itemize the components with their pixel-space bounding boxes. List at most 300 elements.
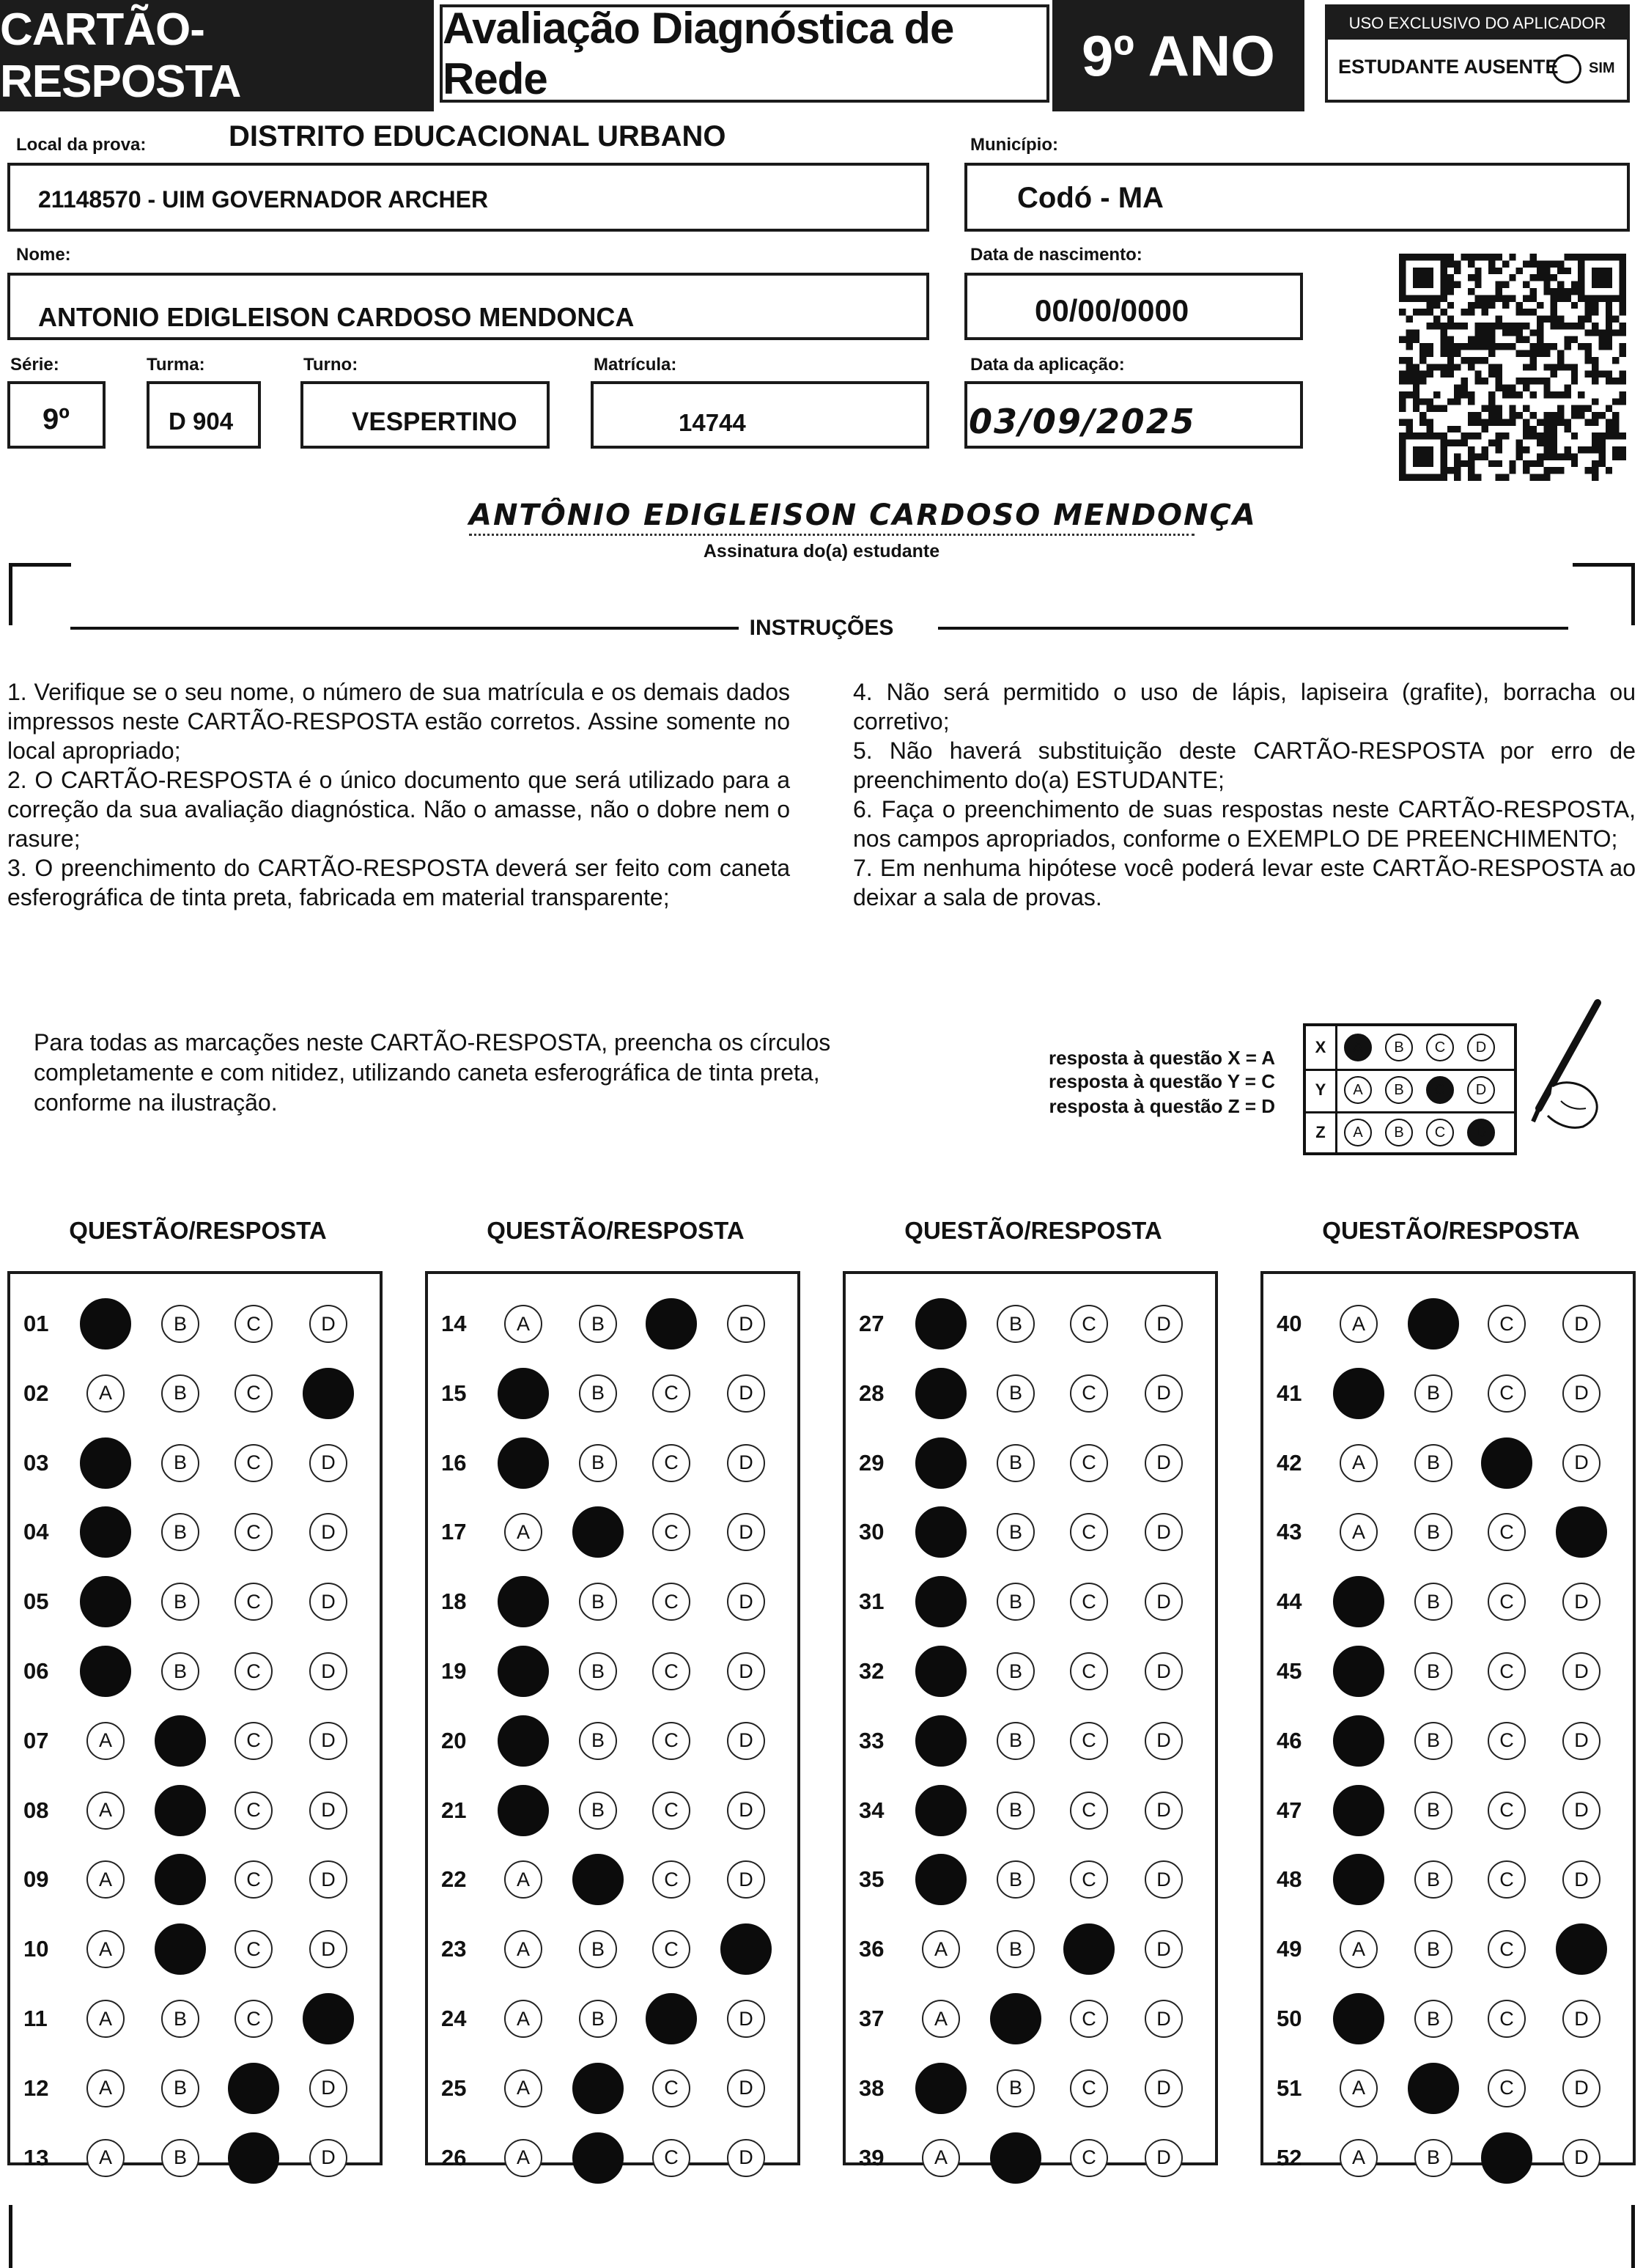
- answer-bubble-c[interactable]: C: [235, 1722, 273, 1760]
- qr-module: [1523, 467, 1529, 474]
- qr-module: [1557, 391, 1564, 398]
- answer-bubble-b[interactable]: B: [161, 1513, 199, 1551]
- qr-module: [1537, 419, 1543, 425]
- answer-bubble-c[interactable]: C: [235, 1792, 273, 1830]
- answer-bubble-a[interactable]: A: [922, 2000, 960, 2038]
- answer-bubble-b[interactable]: B: [161, 2000, 199, 2038]
- qr-module: [1578, 288, 1584, 295]
- answer-bubble-b[interactable]: B: [161, 2139, 199, 2177]
- municipality-field: [964, 163, 1630, 232]
- applicator-title: USO EXCLUSIVO DO APLICADOR: [1328, 7, 1627, 40]
- answer-bubble-c[interactable]: C: [235, 1305, 273, 1343]
- answer-bubble-a[interactable]: [1333, 1715, 1384, 1767]
- answer-bubble-d[interactable]: D: [1562, 1652, 1600, 1690]
- example-row: [1306, 1069, 1514, 1113]
- qr-module: [1482, 343, 1488, 350]
- answer-row: [846, 1568, 1221, 1637]
- answer-bubble-d[interactable]: D: [727, 1444, 765, 1482]
- answer-bubble-b[interactable]: B: [997, 1792, 1035, 1830]
- answer-bubble-a[interactable]: [1333, 1576, 1384, 1627]
- answer-bubble-d[interactable]: D: [1562, 2000, 1600, 2038]
- qr-module: [1543, 364, 1550, 370]
- absent-checkbox[interactable]: [1552, 54, 1581, 84]
- answer-bubble-c[interactable]: C: [1070, 2069, 1108, 2107]
- answer-bubble-c[interactable]: C: [1488, 1652, 1526, 1690]
- answer-bubble-d[interactable]: D: [1562, 1444, 1600, 1482]
- qr-module: [1502, 295, 1509, 301]
- answer-bubble-b[interactable]: B: [579, 1652, 617, 1690]
- answer-bubble-a[interactable]: A: [922, 1930, 960, 1968]
- answer-bubble-b[interactable]: B: [579, 1583, 617, 1621]
- answer-bubble-b[interactable]: B: [997, 1305, 1035, 1343]
- answer-bubble-d[interactable]: [303, 1993, 354, 2044]
- answer-bubble-b[interactable]: B: [161, 1444, 199, 1482]
- answer-row: [10, 2055, 385, 2124]
- qr-module: [1468, 357, 1474, 364]
- answer-bubble-d[interactable]: D: [309, 1930, 347, 1968]
- answer-bubble-d[interactable]: D: [1145, 1583, 1183, 1621]
- answer-bubble-b[interactable]: B: [1414, 1860, 1452, 1899]
- answer-bubble-b[interactable]: B: [579, 1444, 617, 1482]
- qr-module: [1592, 281, 1598, 288]
- answer-bubble-b[interactable]: B: [161, 2069, 199, 2107]
- answer-bubble-b[interactable]: B: [1414, 2139, 1452, 2177]
- answer-bubble-c[interactable]: C: [1070, 2000, 1108, 2038]
- answer-bubble-b[interactable]: B: [1414, 1513, 1452, 1551]
- answer-row: [428, 1429, 803, 1498]
- answer-bubble-a[interactable]: A: [86, 1374, 125, 1413]
- answer-bubble-c[interactable]: [1063, 1923, 1115, 1975]
- birth-value: 00/00/0000: [1035, 293, 1189, 328]
- answer-bubble-c[interactable]: C: [235, 2000, 273, 2038]
- answer-bubble-d[interactable]: [1556, 1923, 1607, 1975]
- qr-module: [1516, 268, 1523, 274]
- qr-module: [1585, 357, 1592, 364]
- answer-bubble-d[interactable]: D: [1145, 1860, 1183, 1899]
- qr-module: [1571, 432, 1578, 439]
- answer-bubble-c[interactable]: C: [652, 1583, 690, 1621]
- answer-bubble-a[interactable]: [1333, 1785, 1384, 1836]
- answer-bubble-b[interactable]: B: [1414, 1374, 1452, 1413]
- answer-row: [10, 1985, 385, 2054]
- qr-module: [1516, 302, 1523, 309]
- qr-module: [1399, 254, 1406, 260]
- qr-module: [1585, 371, 1592, 378]
- answer-bubble-c[interactable]: C: [235, 1583, 273, 1621]
- qr-module: [1461, 378, 1468, 384]
- qr-module: [1419, 357, 1426, 364]
- answer-bubble-b[interactable]: B: [997, 1374, 1035, 1413]
- answer-bubble-a[interactable]: [498, 1576, 549, 1627]
- answer-bubble-b[interactable]: B: [579, 1305, 617, 1343]
- answer-bubble-c[interactable]: [1481, 2132, 1532, 2184]
- answer-bubble-d[interactable]: D: [1562, 1374, 1600, 1413]
- answer-bubble-c[interactable]: C: [235, 1374, 273, 1413]
- qr-module: [1509, 343, 1515, 350]
- qr-module: [1474, 453, 1481, 460]
- answer-bubble-d[interactable]: D: [1145, 2139, 1183, 2177]
- answer-bubble-d[interactable]: D: [309, 2139, 347, 2177]
- answer-bubble-c[interactable]: C: [1488, 2069, 1526, 2107]
- answer-bubble-a[interactable]: [915, 1437, 967, 1489]
- answer-bubble-a[interactable]: A: [504, 1930, 542, 1968]
- qr-module: [1496, 323, 1502, 329]
- answer-bubble-a[interactable]: [498, 1368, 549, 1419]
- answer-bubble-a[interactable]: [80, 1576, 131, 1627]
- answer-bubble-a[interactable]: A: [922, 2139, 960, 2177]
- answer-row: [10, 1568, 385, 1637]
- answer-bubble-c[interactable]: C: [652, 1722, 690, 1760]
- answer-bubble-b[interactable]: [990, 1993, 1041, 2044]
- qr-module: [1413, 295, 1419, 301]
- question-number: 24: [441, 2006, 467, 2031]
- answer-bubble-c[interactable]: C: [235, 1652, 273, 1690]
- qr-module: [1440, 268, 1447, 274]
- answer-bubble-a[interactable]: [915, 1298, 967, 1350]
- qr-module: [1496, 460, 1502, 467]
- answer-bubble-d[interactable]: D: [309, 1722, 347, 1760]
- qr-module: [1447, 426, 1454, 432]
- qr-module: [1620, 350, 1626, 357]
- question-number: 39: [859, 2144, 885, 2171]
- answer-bubble-c[interactable]: [228, 2132, 279, 2184]
- qr-module: [1413, 405, 1419, 412]
- answer-bubble-d[interactable]: D: [727, 1860, 765, 1899]
- answer-bubble-c[interactable]: C: [1488, 1374, 1526, 1413]
- qr-module: [1529, 350, 1536, 357]
- qr-module: [1551, 453, 1557, 460]
- answer-bubble-c[interactable]: C: [1488, 1305, 1526, 1343]
- answer-bubble-c[interactable]: C: [1070, 1444, 1108, 1482]
- qr-module: [1537, 453, 1543, 460]
- answer-bubble-b[interactable]: [572, 2063, 624, 2114]
- qr-module: [1488, 343, 1495, 350]
- qr-module: [1523, 446, 1529, 453]
- answer-bubble-c[interactable]: C: [235, 1860, 273, 1899]
- qr-module: [1537, 432, 1543, 439]
- answer-bubble-b[interactable]: [990, 2132, 1041, 2184]
- answer-bubble-b[interactable]: B: [1414, 1583, 1452, 1621]
- qr-module: [1537, 378, 1543, 384]
- answer-bubble-d[interactable]: D: [727, 2069, 765, 2107]
- answer-bubble-d[interactable]: D: [727, 1513, 765, 1551]
- answer-bubble-c[interactable]: C: [652, 1860, 690, 1899]
- answer-bubble-a[interactable]: A: [86, 1930, 125, 1968]
- answer-bubble-c[interactable]: C: [235, 1513, 273, 1551]
- qr-module: [1585, 343, 1592, 350]
- answer-bubble-b[interactable]: B: [1414, 1444, 1452, 1482]
- answer-bubble-b[interactable]: [1408, 2063, 1459, 2114]
- answer-bubble-c[interactable]: C: [1488, 2000, 1526, 2038]
- answer-bubble-c[interactable]: [646, 1993, 697, 2044]
- answer-bubble-d[interactable]: D: [1145, 1930, 1183, 1968]
- qr-module: [1564, 453, 1570, 460]
- answer-bubble-c[interactable]: C: [1488, 1930, 1526, 1968]
- qr-module: [1564, 426, 1570, 432]
- answer-bubble-d[interactable]: D: [1145, 1513, 1183, 1551]
- answer-bubble-c[interactable]: [646, 1298, 697, 1350]
- answer-bubble-b[interactable]: B: [997, 1930, 1035, 1968]
- instructions-left: [7, 677, 790, 912]
- answer-bubble-c[interactable]: C: [1070, 1305, 1108, 1343]
- answer-bubble-b[interactable]: B: [1414, 1930, 1452, 1968]
- answer-bubble-a[interactable]: A: [1340, 1930, 1378, 1968]
- answer-bubble-a[interactable]: [498, 1785, 549, 1836]
- answer-bubble-a[interactable]: [1333, 1854, 1384, 1905]
- answer-bubble-d[interactable]: D: [309, 2069, 347, 2107]
- answer-bubble-d[interactable]: D: [309, 1792, 347, 1830]
- answer-bubble-d[interactable]: D: [1145, 1722, 1183, 1760]
- qr-module: [1447, 440, 1454, 446]
- answer-row: [428, 1707, 803, 1776]
- answer-bubble-b[interactable]: B: [1414, 1792, 1452, 1830]
- qr-module: [1509, 405, 1515, 412]
- answer-bubble-c[interactable]: C: [1070, 1860, 1108, 1899]
- answer-bubble-d[interactable]: D: [309, 1860, 347, 1899]
- answer-bubble-b[interactable]: B: [997, 2069, 1035, 2107]
- answer-bubble-b[interactable]: B: [997, 1583, 1035, 1621]
- answer-bubble-d[interactable]: D: [727, 1792, 765, 1830]
- answer-bubble-b[interactable]: [1408, 1298, 1459, 1350]
- answer-bubble-d[interactable]: D: [1145, 2069, 1183, 2107]
- answer-bubble-b[interactable]: [572, 2132, 624, 2184]
- answer-bubble-a[interactable]: A: [86, 1792, 125, 1830]
- answer-bubble-a[interactable]: A: [1340, 1513, 1378, 1551]
- answer-bubble-b[interactable]: B: [997, 1652, 1035, 1690]
- answer-bubble-a[interactable]: [80, 1646, 131, 1697]
- qr-module: [1551, 316, 1557, 323]
- answer-bubble-d[interactable]: D: [1562, 1305, 1600, 1343]
- answer-bubble-c[interactable]: C: [1070, 1792, 1108, 1830]
- answer-bubble-b[interactable]: B: [1414, 1652, 1452, 1690]
- answer-bubble-a[interactable]: [915, 1368, 967, 1419]
- answer-bubble-c[interactable]: C: [1488, 1513, 1526, 1551]
- answer-bubble-b[interactable]: [155, 1854, 206, 1905]
- answer-bubble-a[interactable]: A: [504, 1513, 542, 1551]
- qr-module: [1606, 268, 1612, 274]
- answer-bubble-d[interactable]: D: [309, 1583, 347, 1621]
- qr-module: [1606, 467, 1612, 474]
- answer-bubble-a[interactable]: [915, 1576, 967, 1627]
- answer-bubble-b[interactable]: [155, 1923, 206, 1975]
- answer-bubble-a[interactable]: [498, 1715, 549, 1767]
- qr-module: [1551, 412, 1557, 419]
- answer-bubble-d[interactable]: D: [1562, 2139, 1600, 2177]
- answer-bubble-b[interactable]: B: [579, 2000, 617, 2038]
- qr-module: [1447, 336, 1454, 343]
- qr-module: [1523, 309, 1529, 315]
- answer-bubble-a[interactable]: [915, 1715, 967, 1767]
- question-number: 40: [1277, 1311, 1302, 1336]
- answer-bubble-c[interactable]: C: [652, 1930, 690, 1968]
- answer-bubble-d[interactable]: D: [1145, 1792, 1183, 1830]
- qr-module: [1461, 440, 1468, 446]
- answer-bubble-b[interactable]: B: [1414, 1722, 1452, 1760]
- qr-module: [1598, 453, 1605, 460]
- answer-bubble-d[interactable]: D: [309, 1305, 347, 1343]
- answer-bubble-b[interactable]: [572, 1506, 624, 1558]
- answer-bubble-b[interactable]: B: [997, 1722, 1035, 1760]
- qr-module: [1474, 432, 1481, 439]
- answer-bubble-d[interactable]: D: [1145, 1652, 1183, 1690]
- qr-module: [1427, 371, 1433, 378]
- answer-bubble-c[interactable]: C: [1070, 1722, 1108, 1760]
- answer-bubble-a[interactable]: [915, 1506, 967, 1558]
- answer-bubble-d[interactable]: D: [1145, 1374, 1183, 1413]
- answer-bubble-a[interactable]: A: [1340, 2069, 1378, 2107]
- answer-bubble-b[interactable]: B: [579, 1930, 617, 1968]
- instructions-title: INSTRUÇÕES: [749, 616, 894, 640]
- answer-bubble-c[interactable]: C: [652, 1513, 690, 1551]
- answer-bubble-d[interactable]: D: [727, 1305, 765, 1343]
- answer-bubble-a[interactable]: A: [86, 1860, 125, 1899]
- example-row-label: Y: [1306, 1069, 1337, 1111]
- qr-module: [1399, 357, 1406, 364]
- answer-bubble-a[interactable]: A: [86, 2139, 125, 2177]
- answer-bubble-b[interactable]: B: [997, 1513, 1035, 1551]
- answer-bubble-a[interactable]: A: [504, 2069, 542, 2107]
- answer-bubble-a[interactable]: [1333, 1993, 1384, 2044]
- answer-bubble-a[interactable]: [498, 1646, 549, 1697]
- answer-bubble-d[interactable]: D: [727, 2000, 765, 2038]
- answer-bubble-d[interactable]: [720, 1923, 772, 1975]
- qr-module: [1523, 323, 1529, 329]
- answer-bubble-c[interactable]: C: [1070, 1652, 1108, 1690]
- qr-module: [1399, 405, 1406, 412]
- answer-bubble-c[interactable]: [1481, 1437, 1532, 1489]
- answer-bubble-c[interactable]: C: [235, 1444, 273, 1482]
- answer-bubble-a[interactable]: [80, 1506, 131, 1558]
- answer-bubble-a[interactable]: [915, 1785, 967, 1836]
- answer-bubble-a[interactable]: [1333, 1646, 1384, 1697]
- answer-bubble-b[interactable]: [572, 1854, 624, 1905]
- qr-module: [1578, 254, 1584, 260]
- answer-bubble-a[interactable]: [80, 1298, 131, 1350]
- qr-module: [1612, 419, 1619, 425]
- answer-bubble-a[interactable]: [915, 1854, 967, 1905]
- application-label: Data da aplicação:: [970, 355, 1125, 375]
- answer-bubble-a[interactable]: A: [1340, 1305, 1378, 1343]
- qr-module: [1496, 268, 1502, 274]
- answer-bubble-a[interactable]: A: [504, 1305, 542, 1343]
- answer-bubble-c[interactable]: C: [1488, 1860, 1526, 1899]
- answer-bubble-a[interactable]: A: [86, 2000, 125, 2038]
- answer-bubble-d[interactable]: D: [1145, 2000, 1183, 2038]
- answer-bubble-d[interactable]: D: [1562, 1722, 1600, 1760]
- answer-bubble-b[interactable]: B: [579, 1722, 617, 1760]
- answer-bubble-a[interactable]: A: [86, 2069, 125, 2107]
- answer-bubble-d[interactable]: D: [727, 1722, 765, 1760]
- answer-bubble-c[interactable]: C: [652, 1792, 690, 1830]
- answer-bubble-c[interactable]: C: [1070, 2139, 1108, 2177]
- qr-module: [1488, 268, 1495, 274]
- answer-bubble-b[interactable]: B: [579, 1792, 617, 1830]
- answer-bubble-d[interactable]: D: [727, 1374, 765, 1413]
- answer-row: [428, 1777, 803, 1846]
- answer-bubble-a[interactable]: A: [504, 2139, 542, 2177]
- answer-row: [10, 1429, 385, 1498]
- qr-module: [1488, 254, 1495, 260]
- answer-bubble-d[interactable]: D: [1562, 1860, 1600, 1899]
- answer-bubble-d[interactable]: D: [309, 1444, 347, 1482]
- answer-bubble-d[interactable]: D: [727, 1652, 765, 1690]
- answer-bubble-d[interactable]: D: [309, 1652, 347, 1690]
- example-bubble: D: [1467, 1076, 1495, 1104]
- answer-bubble-a[interactable]: A: [86, 1722, 125, 1760]
- answer-bubble-d[interactable]: D: [1145, 1444, 1183, 1482]
- answer-bubble-d[interactable]: D: [1562, 1792, 1600, 1830]
- answer-bubble-c[interactable]: C: [652, 1652, 690, 1690]
- answer-bubble-c[interactable]: C: [652, 1374, 690, 1413]
- answer-bubble-a[interactable]: [915, 1646, 967, 1697]
- answer-bubble-d[interactable]: [1556, 1506, 1607, 1558]
- answer-bubble-c[interactable]: C: [652, 2139, 690, 2177]
- answer-bubble-a[interactable]: A: [504, 2000, 542, 2038]
- answer-bubble-d[interactable]: D: [727, 1583, 765, 1621]
- answer-bubble-c[interactable]: C: [1488, 1583, 1526, 1621]
- answer-bubble-c[interactable]: C: [1070, 1583, 1108, 1621]
- answer-bubble-b[interactable]: B: [161, 1652, 199, 1690]
- answer-bubble-c[interactable]: C: [652, 1444, 690, 1482]
- answer-bubble-a[interactable]: [498, 1437, 549, 1489]
- qr-module: [1537, 274, 1543, 281]
- qr-module: [1482, 419, 1488, 425]
- answer-row: [10, 1777, 385, 1846]
- answer-bubble-a[interactable]: A: [504, 1860, 542, 1899]
- answer-bubble-b[interactable]: B: [1414, 2000, 1452, 2038]
- answer-bubble-d[interactable]: D: [727, 2139, 765, 2177]
- answer-bubble-a[interactable]: [915, 2063, 967, 2114]
- answer-bubble-b[interactable]: [155, 1785, 206, 1836]
- answer-bubble-b[interactable]: B: [161, 1583, 199, 1621]
- answer-bubble-a[interactable]: [1333, 1368, 1384, 1419]
- qr-module: [1606, 336, 1612, 343]
- answer-bubble-a[interactable]: A: [1340, 1444, 1378, 1482]
- qr-module: [1551, 440, 1557, 446]
- answer-bubble-b[interactable]: B: [161, 1374, 199, 1413]
- qr-module: [1482, 426, 1488, 432]
- answer-bubble-d[interactable]: D: [1145, 1305, 1183, 1343]
- answer-bubble-a[interactable]: [80, 1437, 131, 1489]
- answer-bubble-c[interactable]: C: [1488, 1722, 1526, 1760]
- qr-module: [1557, 419, 1564, 425]
- answer-bubble-c[interactable]: C: [1070, 1513, 1108, 1551]
- answer-bubble-b[interactable]: B: [579, 1374, 617, 1413]
- qr-module: [1529, 364, 1536, 370]
- qr-module: [1461, 323, 1468, 329]
- answer-bubble-c[interactable]: [228, 2063, 279, 2114]
- answer-bubble-a[interactable]: A: [1340, 2139, 1378, 2177]
- qr-module: [1620, 453, 1626, 460]
- answer-row: [10, 1915, 385, 1984]
- answer-bubble-b[interactable]: B: [161, 1305, 199, 1343]
- answer-bubble-d[interactable]: D: [309, 1513, 347, 1551]
- answer-bubble-d[interactable]: D: [1562, 1583, 1600, 1621]
- answer-row: [846, 2055, 1221, 2124]
- answer-bubble-c[interactable]: C: [1070, 1374, 1108, 1413]
- qr-module: [1557, 268, 1564, 274]
- qr-module: [1399, 467, 1406, 474]
- answer-bubble-c[interactable]: C: [235, 1930, 273, 1968]
- answer-bubble-b[interactable]: B: [997, 1444, 1035, 1482]
- answer-bubble-b[interactable]: [155, 1715, 206, 1767]
- answer-bubble-b[interactable]: B: [997, 1860, 1035, 1899]
- answer-bubble-d[interactable]: [303, 1368, 354, 1419]
- answer-bubble-c[interactable]: C: [652, 2069, 690, 2107]
- qr-module: [1543, 343, 1550, 350]
- answer-bubble-d[interactable]: D: [1562, 2069, 1600, 2107]
- answer-bubble-c[interactable]: C: [1488, 1792, 1526, 1830]
